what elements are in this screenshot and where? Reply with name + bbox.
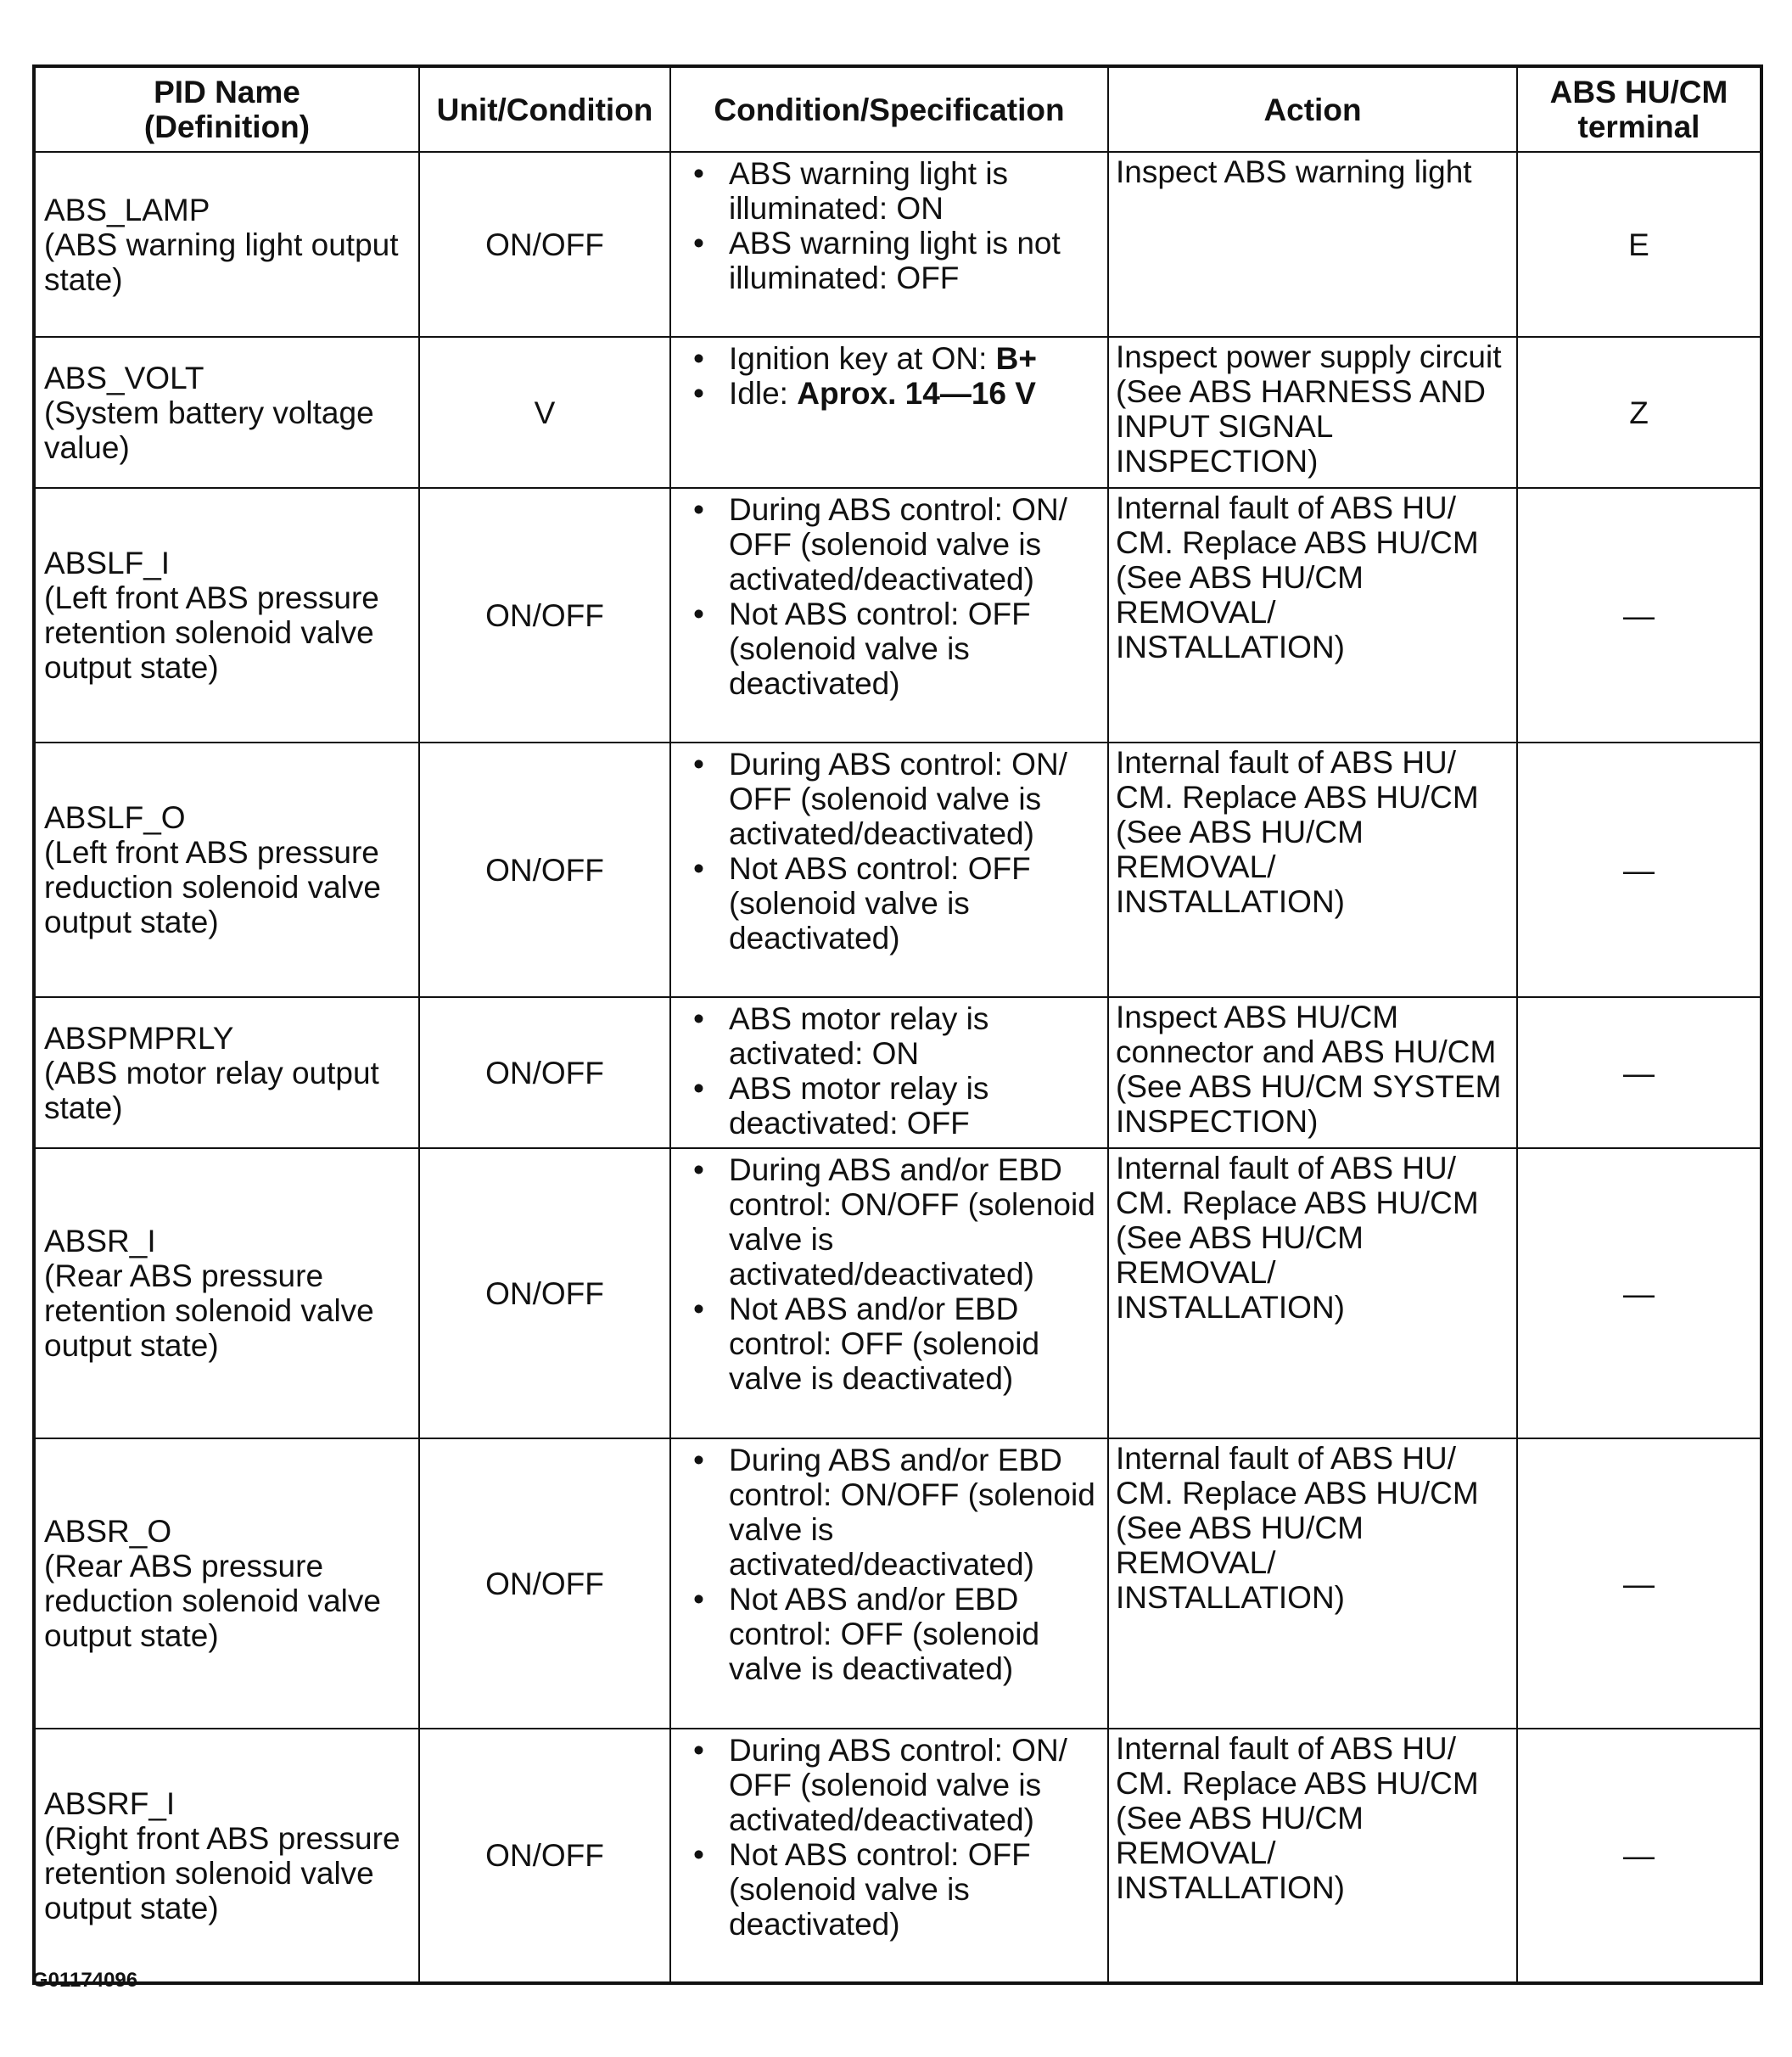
condition-text: Not ABS control: OFF (solenoid valve is deactivated) [729, 1837, 1031, 1942]
pid-definition: (ABS motor relay output state) [44, 1055, 379, 1125]
unit-cell: ON/OFF [419, 152, 670, 337]
header-action: Action [1108, 66, 1517, 152]
header-pid-line1: PID Name [154, 75, 300, 109]
terminal-cell: — [1517, 997, 1761, 1148]
pid-name: ABS_LAMP [44, 192, 210, 227]
condition-item [680, 376, 1099, 411]
action-cell: Inspect power supply circuit (See ABS HARNESS AND INPUT SIGNAL INSPECTION) [1108, 337, 1517, 488]
condition-text: Ignition key at ON: [729, 341, 996, 376]
action-cell: Internal fault of ABS HU/ CM. Replace ABS HU/CM (See ABS HU/CM REMOVAL/ INSTALLATION) [1108, 1148, 1517, 1438]
condition-cell [670, 1729, 1108, 1983]
action-cell: Internal fault of ABS HU/ CM. Replace ABS HU/CM (See ABS HU/CM REMOVAL/ INSTALLATION) [1108, 488, 1517, 743]
header-terminal-line2: terminal [1577, 109, 1700, 144]
pid-name: ABSLF_O [44, 800, 186, 835]
terminal-cell: E [1517, 152, 1761, 337]
condition-cell [670, 743, 1108, 997]
pid-table [32, 64, 1763, 1985]
condition-text: During ABS control: ON/ OFF (solenoid valve is activated/deactivated) [729, 492, 1067, 597]
pid-name: ABSR_I [44, 1224, 156, 1258]
pid-definition: (Left front ABS pressure reduction solenoid valve output state) [44, 835, 381, 939]
condition-item [680, 492, 1099, 597]
action-cell: Internal fault of ABS HU/ CM. Replace ABS HU/CM (See ABS HU/CM REMOVAL/ INSTALLATION) [1108, 1438, 1517, 1729]
condition-text: Not ABS and/or EBD control: OFF (solenoid valve is deactivated) [729, 1292, 1040, 1396]
terminal-cell: — [1517, 743, 1761, 997]
terminal-cell: — [1517, 1148, 1761, 1438]
table-row [34, 1438, 1761, 1729]
condition-text: ABS motor relay is deactivated: OFF [729, 1071, 989, 1141]
condition-spec-value: Aprox. 14—16 V [797, 376, 1036, 411]
condition-cell [670, 997, 1108, 1148]
condition-item [680, 1733, 1099, 1837]
condition-item [680, 1837, 1099, 1942]
header-unit-condition: Unit/Condition [419, 66, 670, 152]
condition-text: Idle: [729, 376, 798, 411]
condition-item [680, 1152, 1099, 1292]
pid-cell [34, 1729, 419, 1983]
unit-cell: V [419, 337, 670, 488]
table-row [34, 743, 1761, 997]
unit-cell: ON/OFF [419, 488, 670, 743]
condition-item [680, 341, 1099, 376]
condition-list [680, 1733, 1099, 1942]
table-row [34, 1729, 1761, 1983]
table-row [34, 1148, 1761, 1438]
terminal-cell: — [1517, 1729, 1761, 1983]
header-condition-specification: Condition/Specification [670, 66, 1108, 152]
header-terminal [1517, 66, 1761, 152]
condition-item [680, 597, 1099, 701]
header-terminal-line1: ABS HU/CM [1549, 75, 1728, 109]
condition-list [680, 492, 1099, 701]
pid-cell [34, 743, 419, 997]
condition-text: During ABS control: ON/ OFF (solenoid valve is activated/deactivated) [729, 747, 1067, 851]
pid-cell [34, 1438, 419, 1729]
table-row [34, 152, 1761, 337]
condition-cell [670, 488, 1108, 743]
pid-cell [34, 1148, 419, 1438]
condition-cell [670, 337, 1108, 488]
condition-list [680, 1443, 1099, 1686]
condition-list [680, 747, 1099, 956]
action-cell: Inspect ABS HU/CM connector and ABS HU/CM (See ABS HU/CM SYSTEM INSPECTION) [1108, 997, 1517, 1148]
pid-definition: (Right front ABS pressure retention solenoid valve output state) [44, 1820, 400, 1925]
header-pid-line2: (Definition) [143, 109, 311, 144]
table-row [34, 337, 1761, 488]
pid-name: ABSLF_I [44, 546, 171, 580]
pid-cell [34, 337, 419, 488]
header-pid-name [34, 66, 419, 152]
condition-cell [670, 1148, 1108, 1438]
condition-list [680, 156, 1099, 295]
action-cell: Internal fault of ABS HU/ CM. Replace ABS HU/CM (See ABS HU/CM REMOVAL/ INSTALLATION) [1108, 743, 1517, 997]
condition-text: Not ABS and/or EBD control: OFF (solenoid valve is deactivated) [729, 1582, 1040, 1686]
terminal-cell: — [1517, 1438, 1761, 1729]
pid-name: ABSR_O [44, 1514, 172, 1549]
table-row [34, 997, 1761, 1148]
condition-item [680, 1071, 1099, 1141]
unit-cell: ON/OFF [419, 997, 670, 1148]
condition-list [680, 1001, 1099, 1141]
condition-item [680, 851, 1099, 956]
table-body [34, 152, 1761, 1983]
pid-definition: (System battery voltage value) [44, 395, 374, 465]
pid-name: ABSRF_I [44, 1785, 176, 1821]
pid-cell [34, 152, 419, 337]
unit-cell: ON/OFF [419, 1729, 670, 1983]
figure-code: G01174096 [32, 1969, 138, 1992]
condition-item [680, 1292, 1099, 1396]
condition-text: During ABS control: ON/ OFF (solenoid valve is activated/deactivated) [729, 1733, 1067, 1837]
condition-text: ABS warning light is not illuminated: OFF [729, 226, 1061, 295]
pid-definition: (ABS warning light output state) [44, 227, 399, 297]
unit-cell: ON/OFF [419, 1148, 670, 1438]
terminal-cell: Z [1517, 337, 1761, 488]
unit-cell: ON/OFF [419, 743, 670, 997]
condition-item [680, 226, 1099, 295]
pid-name: ABS_VOLT [44, 360, 204, 395]
condition-text: During ABS and/or EBD control: ON/OFF (solenoid valve is activated/deactivated) [729, 1443, 1095, 1582]
condition-text: During ABS and/or EBD control: ON/OFF (solenoid valve is activated/deactivated) [729, 1152, 1095, 1292]
action-cell: Internal fault of ABS HU/ CM. Replace ABS HU/CM (See ABS HU/CM REMOVAL/ INSTALLATION) [1108, 1729, 1517, 1983]
pid-definition: (Rear ABS pressure retention solenoid valve output state) [44, 1258, 374, 1363]
condition-text: ABS motor relay is activated: ON [729, 1001, 989, 1071]
pid-definition: (Left front ABS pressure retention solenoid valve output state) [44, 580, 379, 685]
terminal-cell: — [1517, 488, 1761, 743]
action-cell: Inspect ABS warning light [1108, 152, 1517, 337]
pid-name: ABSPMPRLY [44, 1020, 234, 1056]
unit-cell: ON/OFF [419, 1438, 670, 1729]
condition-text: Not ABS control: OFF (solenoid valve is deactivated) [729, 851, 1031, 956]
condition-item [680, 1582, 1099, 1686]
condition-text: Not ABS control: OFF (solenoid valve is deactivated) [729, 597, 1031, 701]
condition-spec-value: B+ [995, 341, 1037, 376]
table-header-row [34, 66, 1761, 152]
condition-cell [670, 152, 1108, 337]
condition-list [680, 341, 1099, 411]
table-row [34, 488, 1761, 743]
pid-definition: (Rear ABS pressure reduction solenoid valve output state) [44, 1549, 381, 1653]
condition-item [680, 747, 1099, 851]
condition-item [680, 1001, 1099, 1071]
condition-list [680, 1152, 1099, 1396]
condition-item [680, 1443, 1099, 1582]
condition-cell [670, 1438, 1108, 1729]
condition-text: ABS warning light is illuminated: ON [729, 156, 1009, 226]
pid-cell [34, 997, 419, 1148]
condition-item [680, 156, 1099, 226]
pid-cell [34, 488, 419, 743]
